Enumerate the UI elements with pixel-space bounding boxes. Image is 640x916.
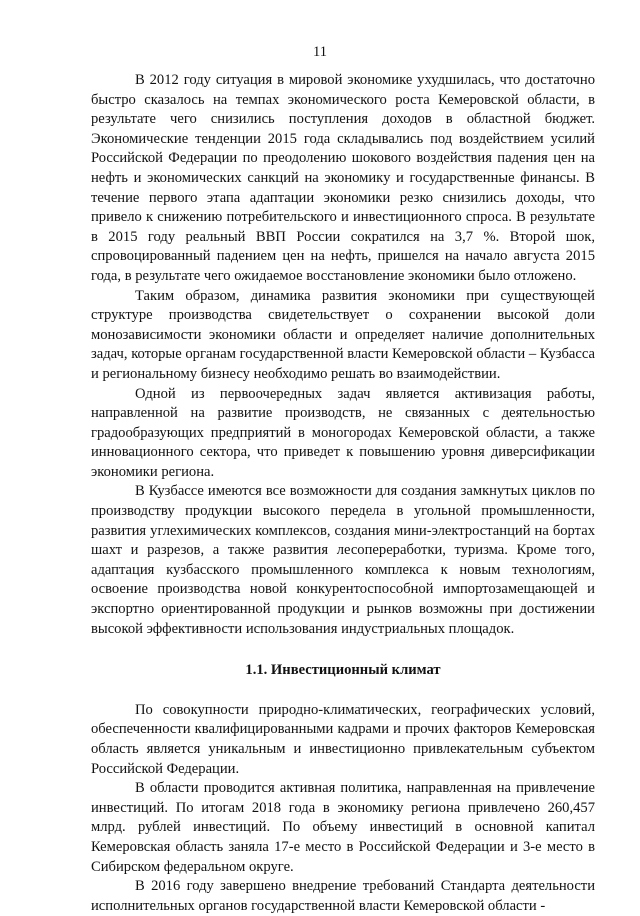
paragraph: В Кузбассе имеются все возможности для создания замкнутых циклов по производству продукции высокого передела в угольной промышленности, развития углехимических комплексов, создания мини-электростанций на бортах шахт и разрезов, а также развития лесопереработки, туризма. Кроме того, адаптация кузбасского промышленного комплекса к новым технологиям, освоение производства новой конкурентоспособной импортозамещающей и экспортно ориентированной продукции и рынков возможны при достижении высокой эффективности использования индустриальных площадок. (91, 483, 595, 637)
page-number: 11 (313, 44, 327, 60)
paragraph: В области проводится активная политика, направленная на привлечение инвестиций. По итогам 2018 года в экономику региона привлечено 260,457 млрд. рублей инвестиций. По объему инвестиций в основной капитал Кемеровская область заняла 17-е место в Российской Федерации и 3-е место в Сибирском федеральном округе. (91, 780, 595, 875)
paragraph: Одной из первоочередных задач является активизация работы, направленной на развитие производств, не связанных с деятельностью градообразующих предприятий в моногородах Кемеровской области, а также инновационного сектора, что приведет к повышению уровня диверсификации экономики региона. (91, 385, 595, 480)
paragraph: Таким образом, динамика развития экономики при существующей структуре производства свидетельствует о сохранении высокой доли монозависимости экономики области и определяет наличие дополнительных задач, которые органам государственной власти Кемеровской области – Кузбасса и региональному бизнесу необходимо решать во взаимодействии. (91, 287, 595, 382)
paragraph: По совокупности природно-климатических, географических условий, обеспеченности квалифицированными кадрами и прочих факторов Кемеровская область является уникальным и инвестиционно привлекательным субъектом Российской Федерации. (91, 701, 595, 777)
section-heading: 1.1. Инвестиционный климат (245, 662, 441, 679)
paragraph: В 2012 году ситуация в мировой экономике ухудшилась, что достаточно быстро сказалось на темпах экономического роста Кемеровской области, в результате чего снизились поступления доходов в областной бюджет. Экономические тенденции 2015 года складывались под воздействием усилий Российской Федерации по преодолению шокового воздействия падения цен на нефть и экономических санкций на экономику и государственные финансы. В течение первого этапа адаптации экономики резко снизились доходы, что привело к снижению потребительского и инвестиционного спроса. В результате в 2015 году реальный ВВП России сократился на 3,7 %. Второй шок, спровоцированный падением цен на нефть, пришелся на начало августа 2015 года, в результате чего ожидаемое восстановление экономики было отложено. (91, 72, 595, 284)
paragraph: В 2016 году завершено внедрение требований Стандарта деятельности исполнительных органов государственной власти Кемеровской области - (91, 878, 595, 914)
document-body (91, 71, 595, 916)
